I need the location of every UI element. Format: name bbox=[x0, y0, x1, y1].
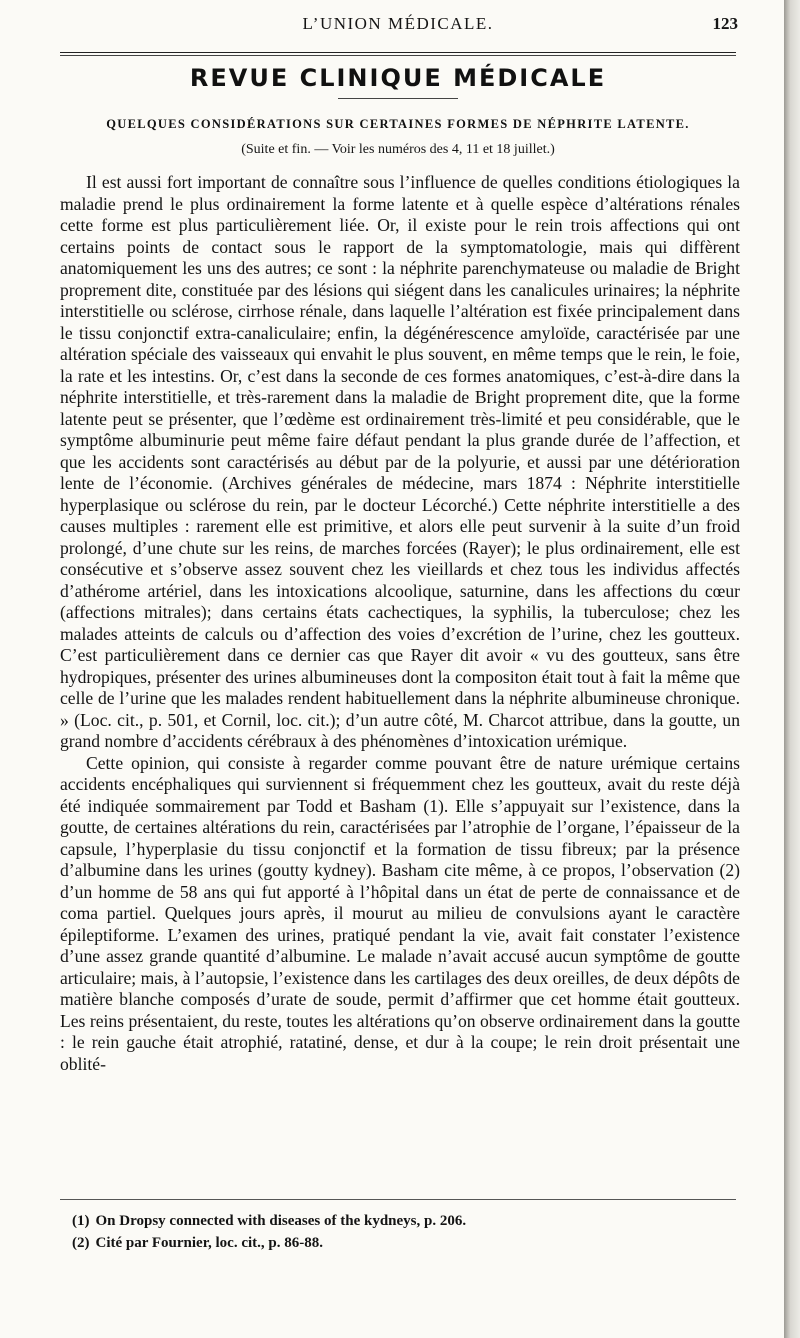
continuation-note: (Suite et fin. — Voir les numéros des 4, 11 et 18 juillet.) bbox=[241, 142, 555, 157]
header-rule-thin bbox=[60, 55, 736, 56]
footnote-mark: (1) bbox=[72, 1213, 90, 1229]
article-subtitle: QUELQUES CONSIDÉRATIONS SUR CERTAINES FORMES DE NÉPHRITE LATENTE. bbox=[106, 117, 690, 131]
page-number: 123 bbox=[712, 14, 738, 33]
footnote-text: Cité par Fournier, loc. cit., p. 86-88. bbox=[95, 1235, 323, 1251]
footnote-text: On Dropsy connected with diseases of the kydneys, p. 206. bbox=[95, 1213, 467, 1229]
page-edge bbox=[784, 0, 800, 1338]
running-title: L’UNION MÉDICALE. bbox=[302, 14, 494, 33]
footnote-2 bbox=[72, 1232, 732, 1254]
footnote-mark: (2) bbox=[72, 1235, 90, 1251]
header-rule bbox=[60, 52, 736, 53]
article-body bbox=[60, 172, 740, 1075]
paragraph-2: Cette opinion, qui consiste à regarder comme pouvant être de nature urémique certains accidents encéphaliques qui surviennent si fréquemment chez les goutteux, avait du reste déjà été indiquée sommairement par Todd et Basham (1). Elle s’appuyait sur l’existence, dans la goutte, de certaines altérations du rein, caractérisées par l’atrophie de l’organe, l’épaisseur de la capsule, l’hyperplasie du tissu conjonctif et la formation de tissu fibreux; par la présence d’albumine dans les urines (goutty kydney). Basham cite même, à ce propos, l’observation (2) d’un homme de 58 ans qui fut apporté à l’hôpital dans un état de perte de connaissance et de coma partiel. Quelques jours après, il mourut au milieu de convulsions ayant le caractère épileptiforme. L’examen des urines, pratiqué pendant la vie, avait fait constater l’existence d’une assez grande quantité d’albumine. Le malade n’avait accusé aucun symptôme de goutte articulaire; mais, à l’autopsie, l’existence dans les cartilages des deux oreilles, de deux dépôts de matière blanche composés d’urate de soude, permit d’affirmer que cet homme était goutteux. Les reins présentaient, du reste, toutes les altérations qu’on observe ordinairement dans la goutte : le rein gauche était atrophié, ratatiné, dense, et dur à la coupe; le rein droit présentait une oblité- bbox=[60, 752, 740, 1074]
paragraph-1: Il est aussi fort important de connaître sous l’influence de quelles conditions étiologiques la maladie prend le plus ordinairement la forme latente et à quelle espèce d’altérations rénales cette forme est plus particulièrement liée. Or, il existe pour le rein trois affections qui ont certains points de contact sous le rapport de la symptomatologie, mais qui diffèrent anatomiquement les uns des autres; ce sont : la néphrite parenchymateuse ou maladie de Bright proprement dite, constituée par des lésions qui siégent dans les canalicules urinaires; la néphrite interstitielle ou sclérose, cirrhose rénale, dans laquelle l’altération est fixée principalement dans le tissu conjonctif extra-canaliculaire; enfin, la dégénérescence amyloïde, caractérisée par une altération spéciale des vaisseaux qui envahit le plus souvent, en même temps que le rein, le foie, la rate et les intestins. Or, c’est dans la seconde de ces formes anatomiques, c’est-à-dire dans la néphrite interstitielle, et très-rarement dans la maladie de Bright proprement dite, que la forme latente peut se présenter, que l’œdème est ordinairement très-limité et peu considérable, que le symptôme albuminurie peut même faire défaut pendant la plus grande durée de l’affection, et que les accidents sont caractérisés au début par de la polyurie, et aussi par une détérioration lente de l’économie. (Archives générales de médecine, mars 1874 : Néphrite interstitielle hyperplasique ou sclérose du rein, par le docteur Lécorché.) Cette néphrite interstitielle a des causes multiples : rarement elle est primitive, et alors elle peut survenir à la suite d’un froid prolongé, d’une chute sur les reins, de marches forcées (Rayer); le plus ordinairement, elle est consécutive et s’observe assez souvent chez les vieillards et chez tous les individus affectés d’athérome artériel, dans les intoxications alcoolique, saturnine, dans les affections du cœur (affections mitrales); dans certains états cachectiques, la syphilis, la tuberculose; chez les malades atteints de calculs ou d’affection des voies d’excrétion de l’urine, chez les goutteux. C’est particulièrement dans ce dernier cas que Rayer dit avoir « vu des goutteux, sans être hydropiques, présenter des urines albumineuses dont la compositon était tout à fait la même que celle de l’urine que les malades rendent habituellement dans la néphrite albumineuse chronique. » (Loc. cit., p. 501, et Cornil, loc. cit.); d’un autre côté, M. Charcot attribue, dans la goutte, un grand nombre d’accidents cérébraux à des phénomènes d’intoxication urémique. bbox=[60, 172, 740, 751]
running-header bbox=[58, 14, 738, 44]
footnote-1 bbox=[72, 1210, 732, 1232]
section-title: REVUE CLINIQUE MÉDICALE bbox=[189, 64, 607, 92]
footnote-rule bbox=[60, 1199, 736, 1200]
footnotes bbox=[72, 1210, 732, 1254]
title-divider bbox=[338, 98, 458, 99]
